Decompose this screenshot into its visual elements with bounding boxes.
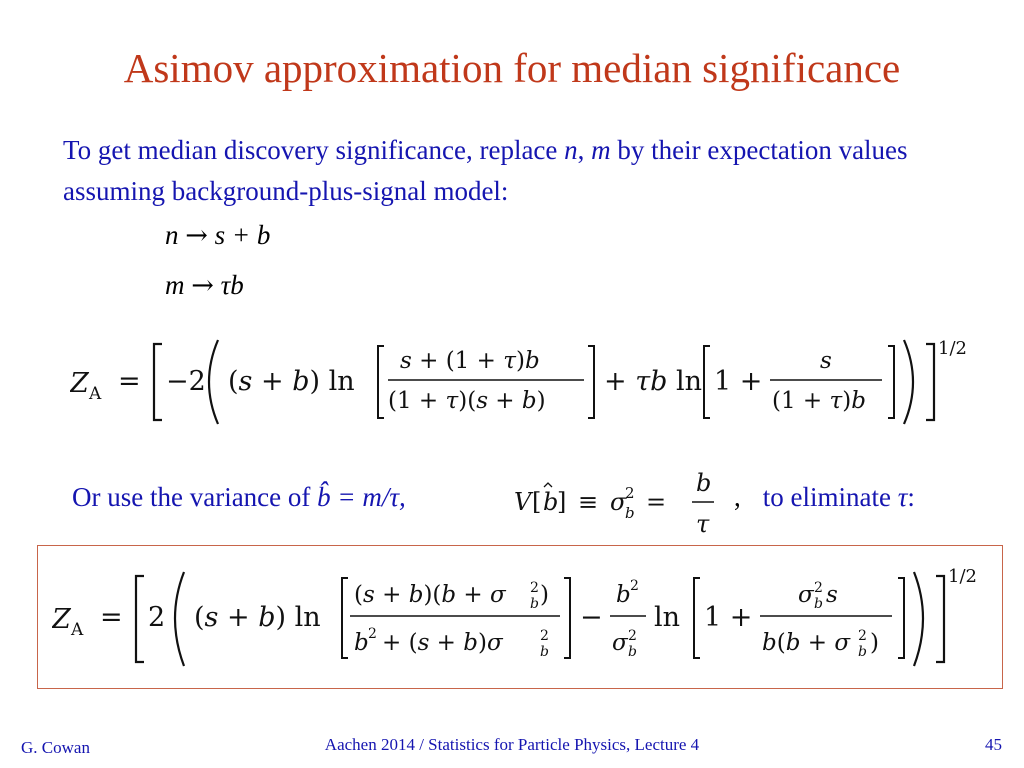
svg-text:s + (1 + τ)b: s + (1 + τ)b	[400, 348, 540, 374]
svg-text:=: =	[646, 488, 667, 516]
svg-text:ln: ln	[654, 602, 681, 633]
svg-text:[: [	[532, 488, 542, 516]
svg-text:A: A	[71, 620, 84, 640]
svg-text:−2: −2	[166, 366, 206, 397]
svg-text:σ: σ	[612, 630, 628, 656]
intro-text-1: To get median discovery significance, replace	[63, 135, 565, 165]
svg-text:2: 2	[630, 578, 639, 594]
svg-text:τ: τ	[696, 510, 710, 538]
intro-var-m: m	[591, 135, 611, 165]
svg-text:Z: Z	[70, 368, 89, 399]
svg-text:2: 2	[814, 580, 823, 596]
svg-text:+ τb ln: + τb ln	[604, 366, 703, 397]
svg-text:b: b	[354, 630, 369, 656]
svg-text:b: b	[543, 488, 559, 516]
footer-course: Aachen 2014 / Statistics for Particle Physics, Lecture 4	[324, 735, 700, 754]
svg-text:b: b	[530, 596, 539, 612]
svg-text:2: 2	[540, 628, 549, 644]
intro-text-2: by their expectation values assuming background-plus-signal model:	[63, 135, 908, 206]
b-hat-symbol: b̂	[317, 482, 331, 512]
footer-page-number: 45	[985, 735, 1002, 754]
svg-text:(s + b)(b + σ: (s + b)(b + σ	[354, 582, 506, 608]
svg-text:A: A	[89, 384, 102, 404]
svg-text:2: 2	[625, 484, 635, 502]
svg-text:2: 2	[628, 628, 637, 644]
svg-text:1 +: 1 +	[704, 602, 753, 633]
svg-text:−: −	[580, 602, 603, 633]
svg-text:1/2: 1/2	[948, 566, 977, 587]
svg-text:2: 2	[530, 580, 539, 596]
intro-var-n: n	[564, 135, 578, 165]
svg-text:V: V	[514, 488, 532, 516]
svg-text:b: b	[858, 644, 867, 660]
slide-title: Asimov approximation for median significance	[123, 45, 901, 91]
svg-text:b: b	[814, 596, 823, 612]
svg-text:=: =	[100, 602, 123, 633]
svg-text:1 +: 1 +	[714, 366, 763, 397]
svg-text:b: b	[628, 644, 637, 660]
svg-text:Z: Z	[52, 604, 71, 635]
substitution-rule-m: m → τb	[165, 270, 244, 301]
svg-text:(s + b) ln: (s + b) ln	[194, 602, 321, 633]
svg-text:=: =	[118, 366, 141, 397]
svg-text:≡: ≡	[578, 488, 599, 516]
svg-text:σ: σ	[798, 582, 814, 608]
svg-text:b: b	[625, 504, 635, 522]
asimov-significance-sigma-equation	[52, 558, 992, 676]
footer-author: G. Cowan	[21, 738, 90, 757]
svg-text:]: ]	[557, 488, 567, 516]
svg-text:2: 2	[368, 626, 377, 642]
svg-text:(1 + τ)(s + b): (1 + τ)(s + b)	[388, 388, 546, 414]
svg-text:2: 2	[858, 628, 867, 644]
svg-text:): )	[870, 630, 879, 656]
svg-text:b: b	[616, 582, 631, 608]
svg-text:b: b	[696, 469, 712, 497]
svg-text:+ (s + b)σ: + (s + b)σ	[382, 630, 503, 656]
svg-text:b(b + σ: b(b + σ	[762, 630, 851, 656]
svg-text:(1 + τ)b: (1 + τ)b	[772, 388, 866, 414]
svg-text:2: 2	[148, 602, 166, 633]
svg-text:1/2: 1/2	[938, 338, 967, 359]
intro-paragraph	[63, 130, 963, 212]
svg-text:): )	[540, 582, 549, 608]
svg-text:σ: σ	[610, 488, 627, 516]
svg-text:s: s	[826, 582, 838, 608]
svg-text:s: s	[820, 348, 832, 374]
variance-equation	[512, 462, 722, 544]
substitution-rule-n: n → s + b	[165, 220, 271, 251]
asimov-significance-equation	[70, 330, 990, 430]
variance-sentence: Or use the variance of b̂ = m/τ,	[72, 482, 406, 512]
intro-sep: ,	[577, 135, 592, 165]
eliminate-tau-text: , to eliminate τ:	[734, 482, 915, 512]
svg-text:b: b	[540, 644, 549, 660]
svg-text:(s + b) ln: (s + b) ln	[228, 366, 355, 397]
